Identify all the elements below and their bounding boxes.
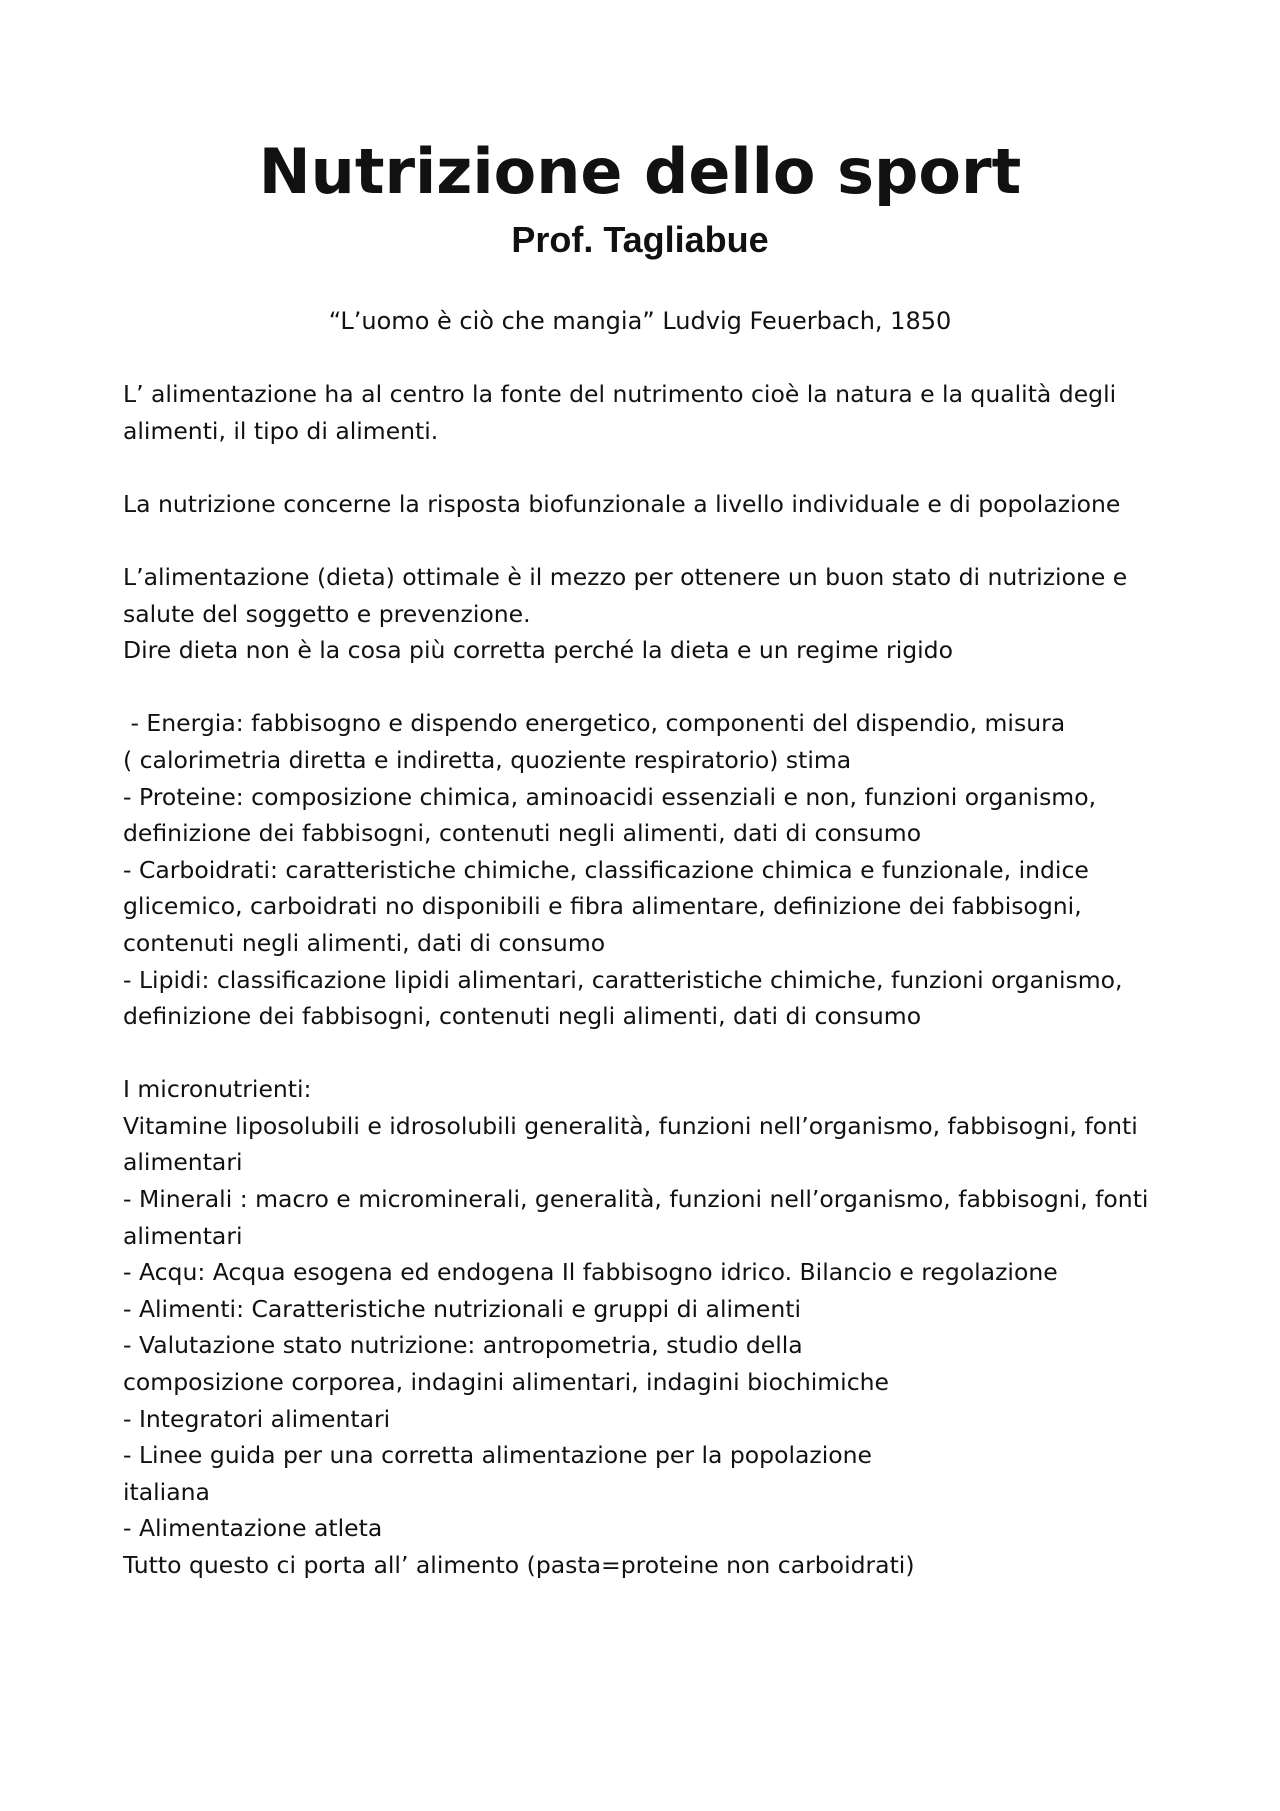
closing-line: Tutto questo ci porta all’ alimento (pasta=proteine non carboidrati): [123, 1551, 915, 1579]
paragraph-gap: [123, 449, 1173, 486]
list-item: - Acqu: Acqua esogena ed endogena Il fabbisogno idrico. Bilancio e regolazione: [123, 1258, 1058, 1287]
paragraph-dieta: [123, 559, 1173, 669]
text-line: L’ alimentazione ha al centro la fonte del nutrimento cioè la natura e la qualità degli: [123, 380, 1117, 408]
list-item: - Lipidi: classificazione lipidi alimentari, caratteristiche chimiche, funzioni organismo,: [123, 965, 1123, 994]
list-item: - Linee guida per una corretta alimentazione per la popolazione: [123, 1441, 872, 1470]
micronutrients-list: [123, 1071, 1173, 1583]
list-item: - Minerali : macro e microminerali, generalità, funzioni nell’organismo, fabbisogni, fonti: [123, 1185, 1149, 1214]
list-item: - Proteine: composizione chimica, aminoacidi essenziali e non, funzioni organismo,: [123, 782, 1097, 811]
text-line: salute del soggetto e prevenzione.: [123, 599, 531, 628]
macronutrients-list: [123, 705, 1173, 1034]
list-item: - Valutazione stato nutrizione: antropometria, studio della: [123, 1331, 803, 1360]
epigraph-quote: “L’uomo è ciò che mangia” Ludvig Feuerbach, 1850: [328, 307, 952, 335]
section-heading: I micronutrienti:: [123, 1075, 312, 1104]
text-line: La nutrizione concerne la risposta biofunzionale a livello individuale e di popolazione: [123, 489, 1121, 518]
list-item: - Alimenti: Caratteristiche nutrizionali e gruppi di alimenti: [123, 1294, 801, 1323]
list-item-continuation: italiana: [123, 1477, 210, 1506]
paragraph-gap: [123, 1035, 1173, 1072]
list-item-continuation: definizione dei fabbisogni, contenuti negli alimenti, dati di consumo: [123, 1002, 922, 1031]
list-item-continuation: definizione dei fabbisogni, contenuti negli alimenti, dati di consumo: [123, 819, 922, 848]
text-line: Dire dieta non è la cosa più corretta perché la dieta e un regime rigido: [123, 636, 953, 665]
page-title: Nutrizione dello sport: [258, 135, 1022, 208]
list-item-continuation: alimentari: [123, 1148, 243, 1177]
text-line: L’alimentazione (dieta) ottimale è il mezzo per ottenere un buon stato di nutrizione e: [123, 562, 1128, 591]
page-subtitle: Prof. Tagliabue: [511, 219, 769, 260]
list-item: Vitamine liposolubili e idrosolubili generalità, funzioni nell’organismo, fabbisogni, fonti: [123, 1111, 1138, 1140]
document-body: [123, 376, 1173, 1584]
paragraph-gap: [123, 669, 1173, 706]
list-item: - Energia: fabbisogno e dispendo energetico, componenti del dispendio, misura: [123, 709, 1066, 738]
paragraph-intro: [123, 376, 1173, 449]
list-item-continuation: contenuti negli alimenti, dati di consumo: [123, 928, 606, 957]
paragraph-gap: [123, 522, 1173, 559]
list-item-continuation: ( calorimetria diretta e indiretta, quoziente respiratorio) stima: [123, 745, 852, 774]
paragraph-nutrizione: [123, 486, 1173, 523]
list-item-continuation: glicemico, carboidrati no disponibili e fibra alimentare, definizione dei fabbisogni,: [123, 892, 1082, 921]
list-item: - Carboidrati: caratteristiche chimiche, classificazione chimica e funzionale, indice: [123, 855, 1089, 884]
list-item-continuation: composizione corporea, indagini alimentari, indagini biochimiche: [123, 1368, 889, 1397]
text-line: alimenti, il tipo di alimenti.: [123, 416, 439, 445]
list-item: - Alimentazione atleta: [123, 1514, 383, 1543]
list-item-continuation: alimentari: [123, 1221, 243, 1250]
list-item: - Integratori alimentari: [123, 1404, 391, 1433]
